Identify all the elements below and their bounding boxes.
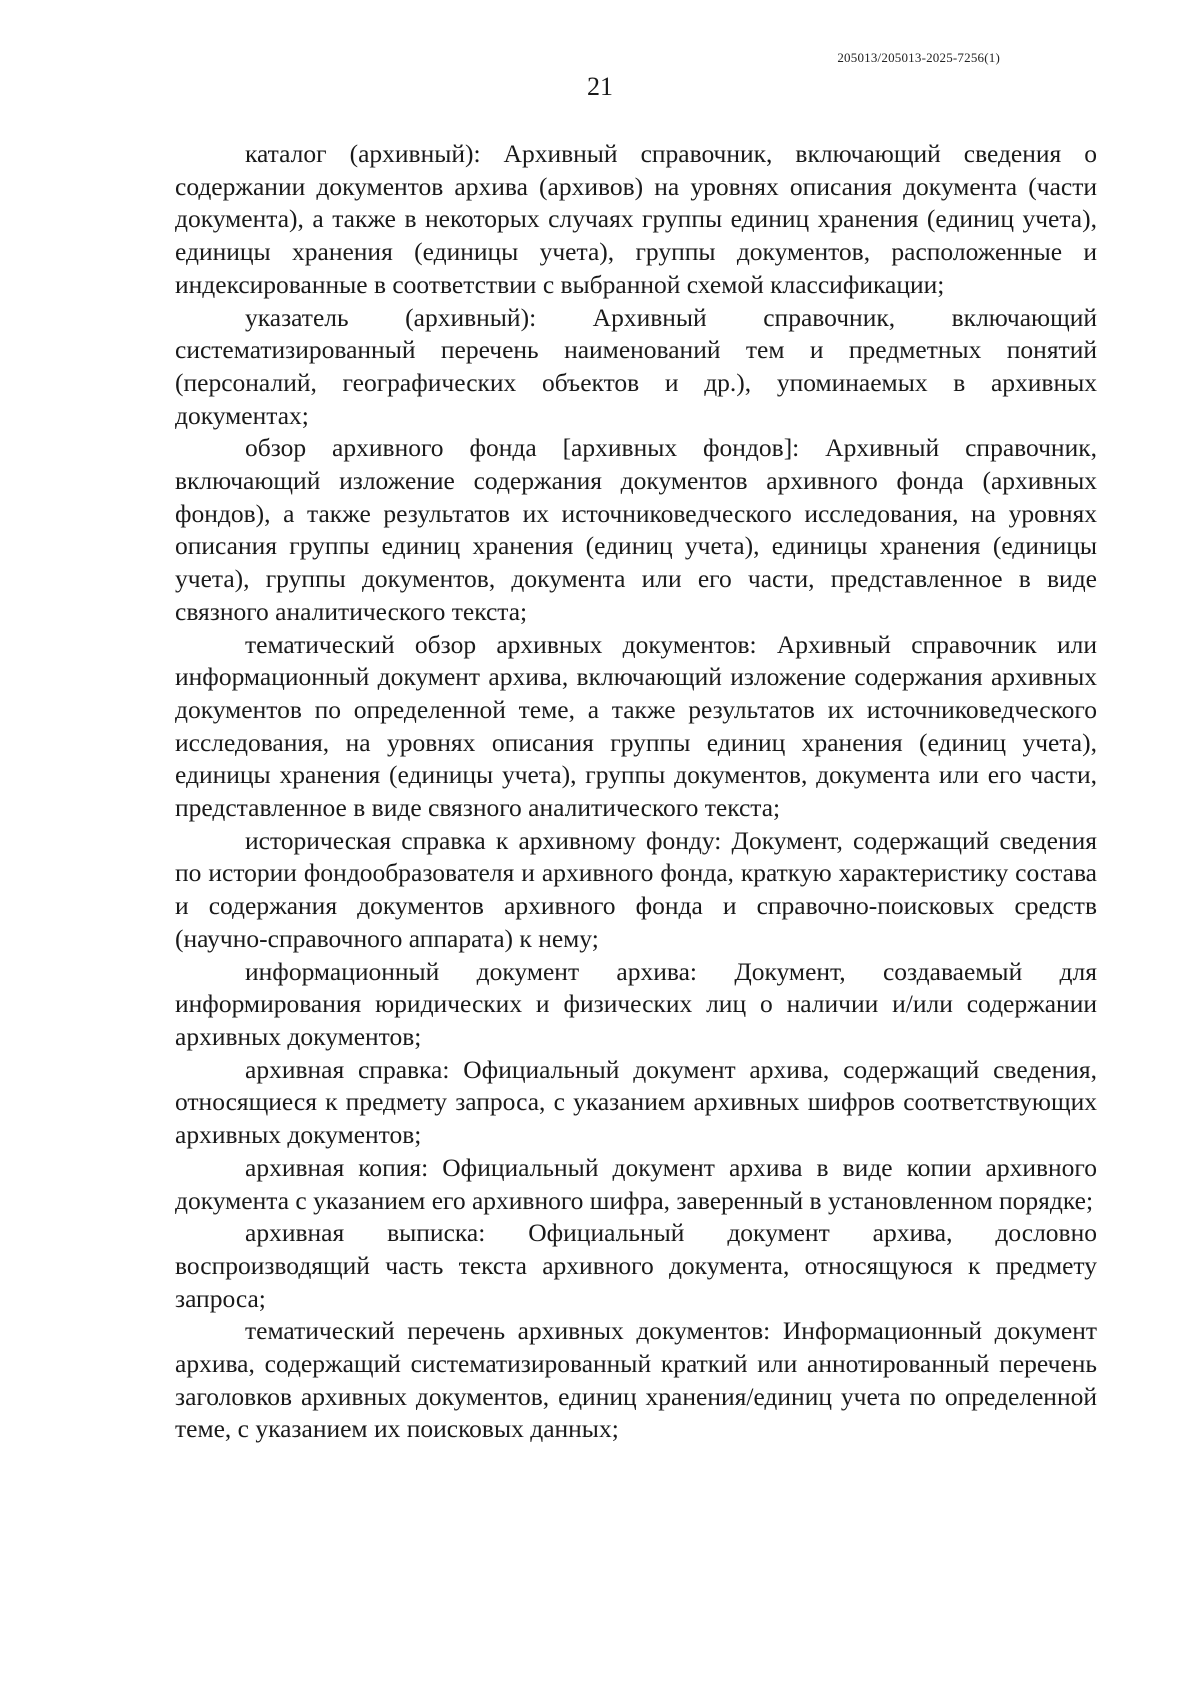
- term-paragraph: историческая справка к архивному фонду: Документ, содержащий сведения по истории фондообразователя и архивного фонда, краткую характеристику состава и содержания документов архивного фонда и справочно-поисковых средств (научно-справочного аппарата) к нему;: [175, 825, 1097, 953]
- term-paragraph: архивная выписка: Официальный документ архива, дословно воспроизводящий часть текста архивного документа, относящуюся к предмету запроса;: [175, 1218, 1097, 1313]
- term-paragraph: указатель (архивный): Архивный справочник, включающий систематизированный перечень наименований тем и предметных понятий (персоналий, географических объектов и др.), упоминаемых в архивных документах;: [175, 302, 1097, 430]
- term-paragraph: тематический перечень архивных документов: Информационный документ архива, содержащий систематизированный краткий или аннотированный перечень заголовков архивных документов, единиц хранения/единиц учета по определенной теме, с указанием их поисковых данных;: [175, 1316, 1097, 1444]
- term-paragraph: информационный документ архива: Документ, создаваемый для информирования юридических и физических лиц о наличии и/или содержании архивных документов;: [175, 956, 1097, 1051]
- term-paragraph: архивная копия: Официальный документ архива в виде копии архивного документа с указанием его архивного шифра, заверенный в установленном порядке;: [175, 1152, 1097, 1215]
- document-id: 205013/205013-2025-7256(1): [837, 50, 1000, 65]
- terms-list: [175, 138, 1097, 1446]
- term-paragraph: каталог (архивный): Архивный справочник, включающий сведения о содержании документов архива (архивов) на уровнях описания документа (части документа), а также в некоторых случаях группы единиц хранения (единиц учета), единицы хранения (единицы учета), группы документов, расположенные и индексированные в соответствии с выбранной схемой классификации;: [175, 139, 1097, 299]
- term-paragraph: тематический обзор архивных документов: Архивный справочник или информационный документ архива, включающий изложение содержания архивных документов по определенной теме, а также результатов их источниковедческого исследования, на уровнях описания группы единиц хранения (единиц учета), единицы хранения (единицы учета), группы документов, документа или его части, представленное в виде связного аналитического текста;: [175, 629, 1097, 823]
- term-paragraph: обзор архивного фонда [архивных фондов]: Архивный справочник, включающий изложение содержания документов архивного фонда (архивных фондов), а также результатов их источниковедческого исследования, на уровнях описания группы единиц хранения (единиц учета), единицы хранения (единицы учета), группы документов, документа или его части, представленное в виде связного аналитического текста;: [175, 433, 1097, 626]
- term-paragraph: архивная справка: Официальный документ архива, содержащий сведения, относящиеся к предмету запроса, с указанием архивных шифров соответствующих архивных документов;: [175, 1054, 1097, 1150]
- page-number: 21: [587, 72, 613, 101]
